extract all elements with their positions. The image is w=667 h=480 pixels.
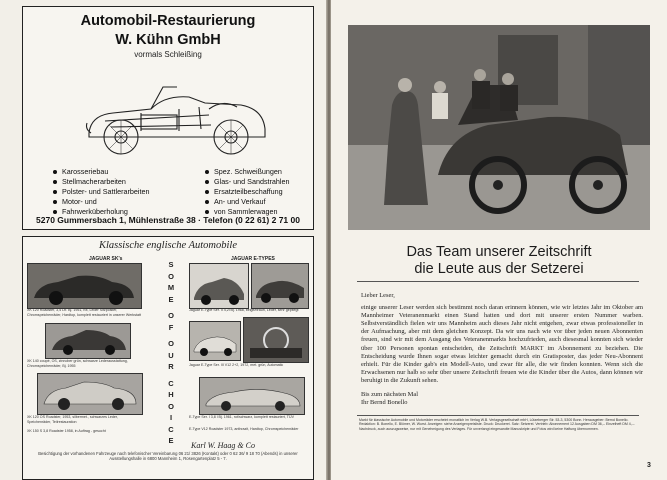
slogan-letter: O [168, 339, 174, 348]
photo-caption: Jaguar E-Type Ser. II 4,2l Bj. 1968, beige/braun, Leder, sehr gepflegt [189, 308, 299, 312]
service-item: Ersatzteilbeschaffung [205, 187, 290, 197]
photo-caption: Jaguar E-Type Ser. III V12 2+2, 1972, met. grün, Automatic [189, 363, 284, 367]
service-item: An- und Verkauf [205, 197, 290, 207]
services-list-right [205, 167, 290, 217]
left-page [0, 0, 328, 480]
photo-caption: E-Type V12 Roadster 1973, anthrazit, Hardtop, Chromspeichenräder [189, 427, 299, 431]
car-photo [199, 377, 305, 415]
article-body [361, 292, 643, 407]
jaguar-advertisement [22, 236, 314, 480]
slogan-letter: C [168, 378, 174, 388]
car-photo [37, 373, 143, 415]
divider [357, 281, 639, 282]
service-item: von Sammlerwagen [205, 207, 290, 217]
closing: Bis zum nächsten Mal [361, 391, 418, 399]
slogan-letter: I [169, 413, 173, 422]
slogan-letter: S [168, 260, 174, 269]
service-item: Motor- und [53, 197, 150, 207]
slogan-letter: O [168, 271, 174, 281]
ad-subtitle: vormals Schleißing [134, 50, 202, 59]
label-jaguar-etype: JAGUAR E-TYPES [231, 256, 275, 262]
services-list-left [53, 167, 150, 217]
slogan-letter: O [168, 311, 174, 320]
salutation: Lieber Leser, [361, 292, 395, 299]
car-chassis-illustration [81, 69, 271, 164]
ad-address: 5270 Gummersbach 1, Mühlenstraße 38 · Telefon (0 22 61) 2 71 00 [36, 215, 300, 225]
photo-caption: XK 150 S 3,8 Roadster 1958, in Auftrag - gesucht [27, 429, 106, 433]
photo-caption: E-Type Ser. I 3,8 l Bj. 1961, rot/schwarz, komplett restauriert, TÜV [189, 415, 294, 419]
service-item: Spez. Schweißungen [205, 167, 290, 177]
photo-caption: XK 120 Roadster, 3,4 Ltr. Bj. 1951, rot, Leder Sitzpolster, Chromspeichenräder, Hardtop, komplett restauriert in unserer Werkstatt [27, 308, 141, 317]
divider [357, 415, 639, 416]
car-photo [45, 323, 131, 359]
headline-line2: die Leute aus der Setzerei [414, 261, 584, 277]
team-photo [348, 25, 650, 230]
service-item: Karosseriebau [53, 167, 150, 177]
slogan-letter: H [168, 390, 174, 399]
ad-footer: Besichtigung der vorhandenen Fahrzeuge nach telefonischer Vereinbarung 06 21/ 3826 (Kontakt) oder 0 62 36/ 9 18 70 (Abends) in unserer Ausstellungshalle in 6800 Mannheim 1, Rosengartenplatz 5 - 7. [38, 451, 298, 462]
slogan-letter: U [168, 350, 174, 360]
slogan-letter: R [168, 362, 174, 371]
author-signature: Ihr Bernd Bonello [361, 399, 408, 407]
slogan-letter: C [168, 424, 174, 434]
ad-title-line2: W. Kühn GmbH [115, 32, 221, 48]
car-photo [189, 321, 241, 361]
car-photo [27, 263, 142, 309]
service-item: Fahrwerküberholung [53, 207, 150, 217]
page-number: 3 [647, 462, 651, 469]
kuehn-advertisement [22, 6, 314, 230]
imprint: Markt für klassische Automobile und Motorräder erscheint monatlich im Verlag W.B. Verlagsgesellschaft mbH, Lützeberger Str. 53-3, 5300 Bonn. Herausgeber: Bernd Bonello. Redaktion: B. Bonello, E. Blömer, W. Wurst. Anzeigen: siehe Anzeigenpreisliste. Druck: Druckerei. Satz: Setzerei. Vertrieb: Abonnement 12 Ausgaben DM 36,-- Einzelheft DM 4,--. Nachdruck, auch auszugsweise, nur mit Genehmigung des Verlages. Für unverlangt eingesandte Manuskripte und Fotos wird keine Haftung übernommen. [359, 418, 635, 431]
article-headline [331, 244, 667, 278]
photo-caption: XK 140 coupé, OS, zinnober grün, schwarze Lederausstattung, Chromspeichenräder, Bj. 1955 [27, 359, 128, 368]
ad-title-line1: Automobil-Restaurierung [80, 13, 256, 29]
service-item: Stellmacherarbeiten [53, 177, 150, 187]
car-photo [243, 317, 309, 363]
slogan-letter: F [168, 322, 174, 332]
headline-line1: Das Team unserer Zeitschrift [406, 244, 592, 260]
slogan-letter: E [168, 294, 174, 304]
service-item: Glas- und Sandstrahlen [205, 177, 290, 187]
right-page [331, 0, 667, 480]
service-item: Polster- und Sattlerarbeiten [53, 187, 150, 197]
photo-caption: XK 120 OS Roadster, 1953, silbermet., schwarzes Leder, Speichenräder, Teilrestauration [27, 415, 118, 424]
vertical-slogan [164, 259, 178, 447]
dealer-signature: Karl W. Haag & Co [191, 441, 255, 450]
car-photo [189, 263, 249, 309]
label-jaguar-xk: JAGUAR SK's [89, 256, 123, 262]
car-photo [251, 263, 309, 309]
slogan-letter: M [167, 283, 175, 292]
ad-header: Klassische englische Automobile [98, 240, 238, 251]
article-paragraph: einige unserer Leser werden sich bestimmt noch daran erinnern können, wie wir letztes Jahr im Oktober am Mannheimer Veteranenmarkt einen Stand hatten und dort mit unserer ersten Nummer warben. Selbstverständlich fielen wir uns Mannheim auch dieses Jahr nicht entgehen, zwar etwas professioneller in der Aufmachung, aber mit dem gleichen Konzept. Da wir uns nach wie vor über jeden neuen Abonnenten freuen, sind wir mit dem Ausgang des Veteranenmarkts hochzufrieden, auch diesesmal konnten sich wieder über 100 Personen spontan entscheiden, die Zeitschrift MARKT im Abonnement zu beziehen. Die Entscheidung wurde Ihnen sogar etwas leichter gemacht durch ein Gratisposter, das jeder Neu-Abonnent erhielt. Für die Kinder gab's ein Modell-Auto, und zwar für alle, die wir finden konnten. Wenn sich die Erwachsenen nur halb so sehr über unsere Zeitschrift freuen wie die Kinder über die Autos, dann können wir beruhigt in die Zukunft sehen. [361, 304, 643, 384]
slogan-letter: O [168, 401, 174, 411]
slogan-letter: E [168, 436, 174, 445]
